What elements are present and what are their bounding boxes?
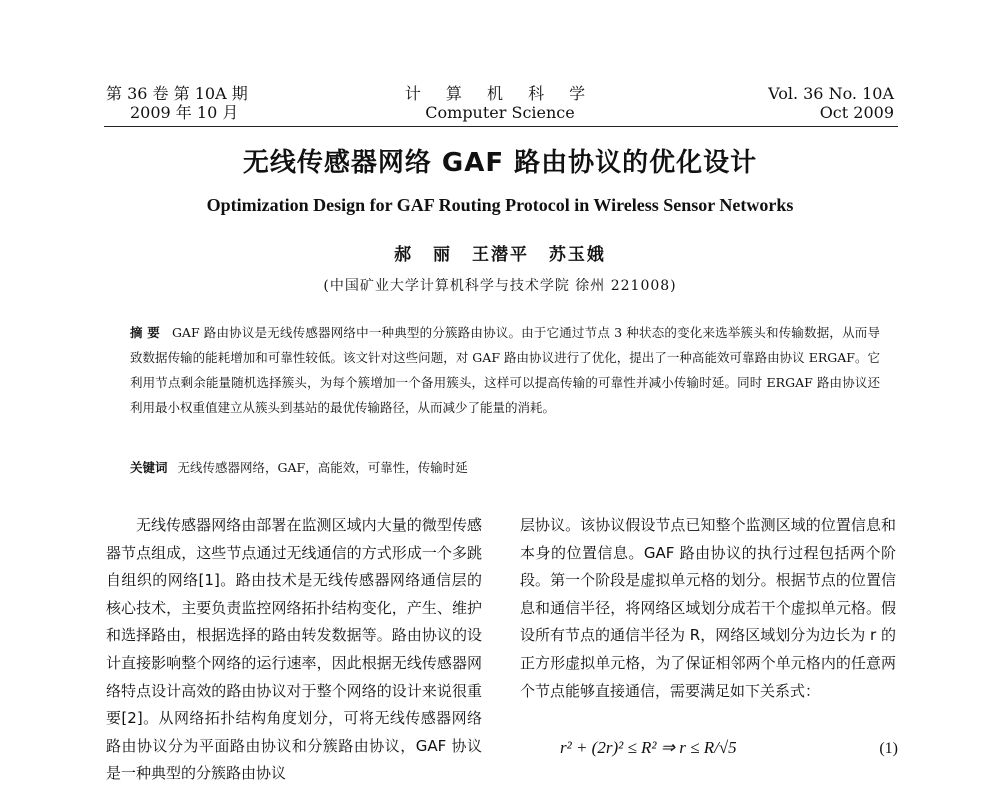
abstract bbox=[130, 320, 880, 420]
header-vol-date: Oct 2009 bbox=[819, 103, 894, 122]
journal-name-en: Computer Science bbox=[425, 103, 575, 122]
paper-authors: 郝 丽 王潜平 苏玉娥 bbox=[394, 245, 606, 265]
equation-number: (1) bbox=[879, 740, 898, 757]
journal-name-cn: 计 算 机 科 学 bbox=[404, 84, 596, 103]
equation-1 bbox=[520, 738, 898, 762]
paper-title-en: Optimization Design for GAF Routing Protocol in Wireless Sensor Networks bbox=[206, 195, 794, 215]
paper-affiliation: (中国矿业大学计算机科学与技术学院 徐州 221008) bbox=[323, 278, 677, 294]
header-rule bbox=[104, 126, 898, 127]
equation-formula: r² + (2r)² ≤ R² ⇒ r ≤ R/√5 bbox=[560, 738, 737, 757]
keywords bbox=[130, 458, 880, 478]
header-vol-en bbox=[768, 84, 894, 122]
body-column-left bbox=[106, 512, 482, 783]
keywords-text: 无线传感器网络，GAF，高能效，可靠性，传输时延 bbox=[177, 460, 468, 475]
header-volume-issue: 第 36 卷 第 10A 期 bbox=[106, 84, 248, 103]
paper-title-cn: 无线传感器网络 GAF 路由协议的优化设计 bbox=[242, 148, 758, 178]
body-paragraph-intro: 无线传感器网络由部署在监测区域内大量的微型传感器节点组成，这些节点通过无线通信的方式形成一个多跳自组织的网络[1]。路由技术是无线传感器网络通信层的核心技术，主要负责监控网络拓扑结构变化，产生、维护和选择路由，根据选择的路由转发数据等。路由协议的设计直接影响整个网络的运行速率，因此根据无线传感器网络特点设计高效的路由协议对于整个网络的设计来说很重要[2]。从网络拓扑结构角度划分，可将无线传感器网络路由协议分为平面路由协议和分簇路由协议，GAF 协议是一种典型的分簇路由协议 bbox=[106, 516, 482, 783]
body-paragraph-gaf: 层协议。该协议假设节点已知整个监测区域的位置信息和本身的位置信息。GAF 路由协议的执行过程包括两个阶段。第一个阶段是虚拟单元格的划分。根据节点的位置信息和通信半径，将网络区域划分成若干个虚拟单元格。假设所有节点的通信半径为 R，网络区域划分为边长为 r 的正方形虚拟单元格，为了保证相邻两个单元格内的任意两个节点能够直接通信，需要满足如下关系式： bbox=[520, 516, 896, 700]
body-column-right bbox=[520, 512, 896, 705]
abstract-label: 摘 要 bbox=[130, 325, 160, 340]
abstract-text: GAF 路由协议是无线传感器网络中一种典型的分簇路由协议。由于它通过节点 3 种状态的变化来选举簇头和传输数据，从而导致数据传输的能耗增加和可靠性较低。该文针对这些问题，对 GAF 路由协议进行了优化，提出了一种高能效可靠路由协议 ERGAF。它利用节点剩余能量随机选择簇头，为每个簇增加一个备用簇头，这样可以提高传输的可靠性并减小传输时延。同时 ERGAF 路由协议还利用最小权重值建立从簇头到基站的最优传输路径，从而减少了能量的消耗。 bbox=[130, 325, 880, 415]
header-vol-number: Vol. 36 No. 10A bbox=[768, 84, 894, 103]
keywords-label: 关键词 bbox=[130, 460, 168, 475]
header-date: 2009 年 10 月 bbox=[130, 103, 239, 122]
